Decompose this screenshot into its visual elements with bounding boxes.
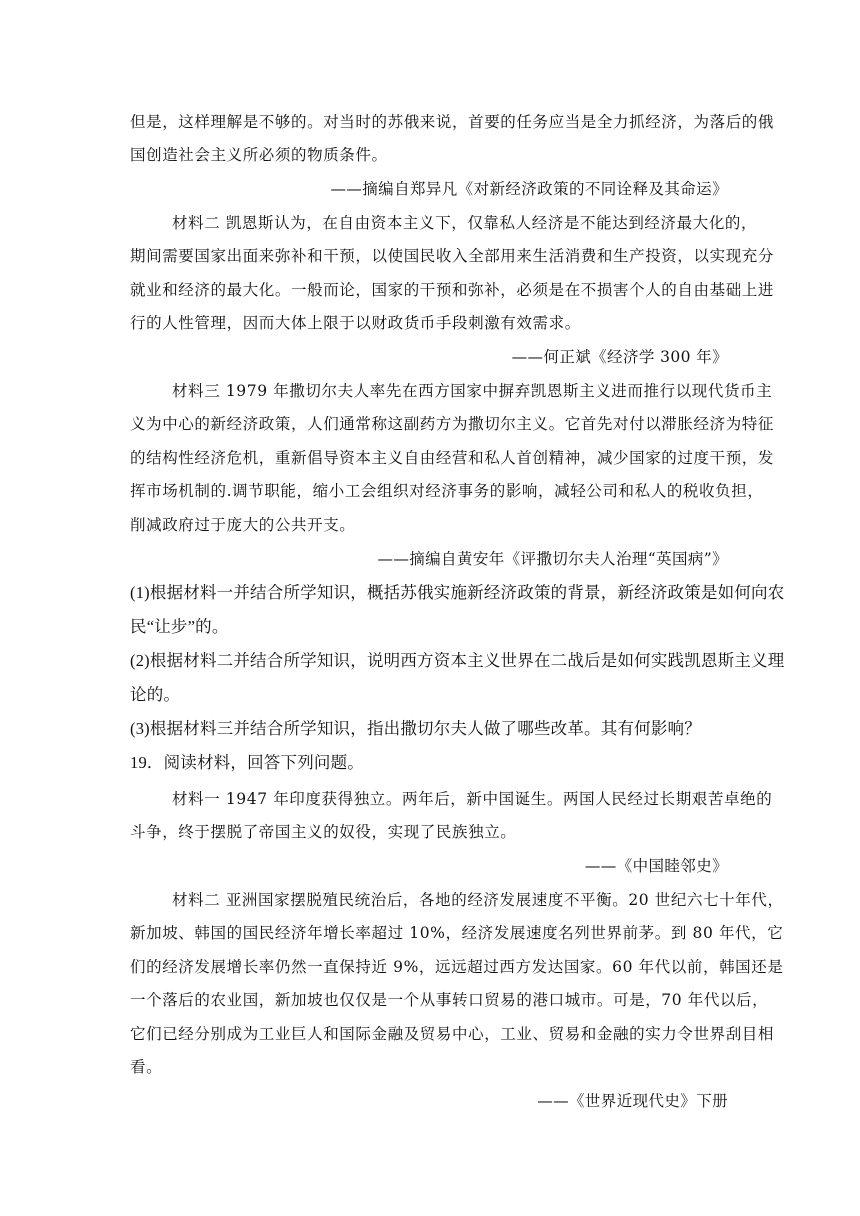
question-1-line: (1)根据材料一并结合所学知识，概括苏俄实施新经济政策的背景，新经济政策是如何向农 bbox=[130, 583, 785, 602]
source-citation: ——《中国睦邻史》 bbox=[584, 857, 728, 875]
text-line: 就业和经济的最大化。一般而论，国家的干预和弥补，必须是在不损害个人的自由基础上进 bbox=[130, 281, 775, 299]
material-two-heading-line: 材料二 亚洲国家摆脱殖民统治后，各地的经济发展速度不平衡。20 世纪六七十年代， bbox=[172, 891, 784, 909]
source-citation: ——摘编自郑异凡《对新经济政策的不同诠释及其命运》 bbox=[330, 180, 728, 198]
text-line: 新加坡、韩国的国民经济年增长率超过 10%，经济发展速度名列世界前茅。到 80 年代，它 bbox=[130, 924, 784, 942]
source-citation: ——何正斌《经济学 300 年》 bbox=[511, 348, 728, 366]
text-line: 挥市场机制的.调节职能，缩小工会组织对经济事务的影响，减轻公司和私人的税收负担， bbox=[130, 482, 764, 500]
question-2-line: (2)根据材料二并结合所学知识，说明西方资本主义世界在二战后是如何实践凯恩斯主义理 bbox=[130, 651, 785, 670]
text-line: 义为中心的新经济政策，人们通常称这副药方为撒切尔主义。它首先对付以滞胀经济为特征 bbox=[130, 415, 775, 433]
text-line: 削减政府过于庞大的公共开支。 bbox=[130, 516, 356, 534]
text-line: 们的经济发展增长率仍然一直保持近 9%，远远超过西方发达国家。60 年代以前，韩国还是 bbox=[130, 958, 784, 976]
text-line: 国创造社会主义所必须的物质条件。 bbox=[130, 146, 388, 164]
material-two-heading-line: 材料二 凯恩斯认为，在自由资本主义下，仅靠私人经济是不能达到经济最大化的， bbox=[172, 214, 758, 232]
text-line: 行的人性管理，因而大体上限于以财政货币手段刺激有效需求。 bbox=[130, 314, 581, 332]
question-19-heading: 19．阅读材料，回答下列问题。 bbox=[130, 753, 364, 772]
text-line: 的结构性经济危机，重新倡导资本主义自由经营和私人首创精神，减少国家的过度干预，发 bbox=[130, 449, 775, 467]
source-citation: ——摘编自黄安年《评撒切尔夫人治理“英国病”》 bbox=[377, 550, 728, 568]
text-line: 但是，这样理解是不够的。对当时的苏俄来说，首要的任务应当是全力抓经济，为落后的俄 bbox=[130, 113, 775, 131]
text-line: 它们已经分别成为工业巨人和国际金融及贸易中心，工业、贸易和金融的实力令世界刮目相 bbox=[130, 1025, 775, 1043]
question-1-line: 民“让步”的。 bbox=[130, 617, 229, 636]
text-line: 看。 bbox=[130, 1058, 163, 1076]
material-three-heading-line: 材料三 1979 年撒切尔夫人率先在西方国家中摒弃凯恩斯主义进而推行以现代货币主 bbox=[172, 382, 773, 400]
question-3-line: (3)根据材料三并结合所学知识，指出撒切尔夫人做了哪些改革。其有何影响？ bbox=[130, 719, 701, 738]
text-line: 一个落后的农业国，新加坡也仅仅是一个从事转口贸易的港口城市。可是，70 年代以后， bbox=[130, 991, 769, 1009]
material-one-heading-line: 材料一 1947 年印度获得独立。两年后，新中国诞生。两国人民经过长期艰苦卓绝的 bbox=[172, 790, 773, 808]
source-citation: ——《世界近现代史》下册 bbox=[537, 1092, 728, 1110]
text-line: 斗争，终于摆脱了帝国主义的奴役，实现了民族独立。 bbox=[130, 823, 517, 841]
text-line: 期间需要国家出面来弥补和干预，以使国民收入全部用来生活消费和生产投资，以实现充分 bbox=[130, 247, 775, 265]
question-2-line: 论的。 bbox=[130, 685, 181, 704]
